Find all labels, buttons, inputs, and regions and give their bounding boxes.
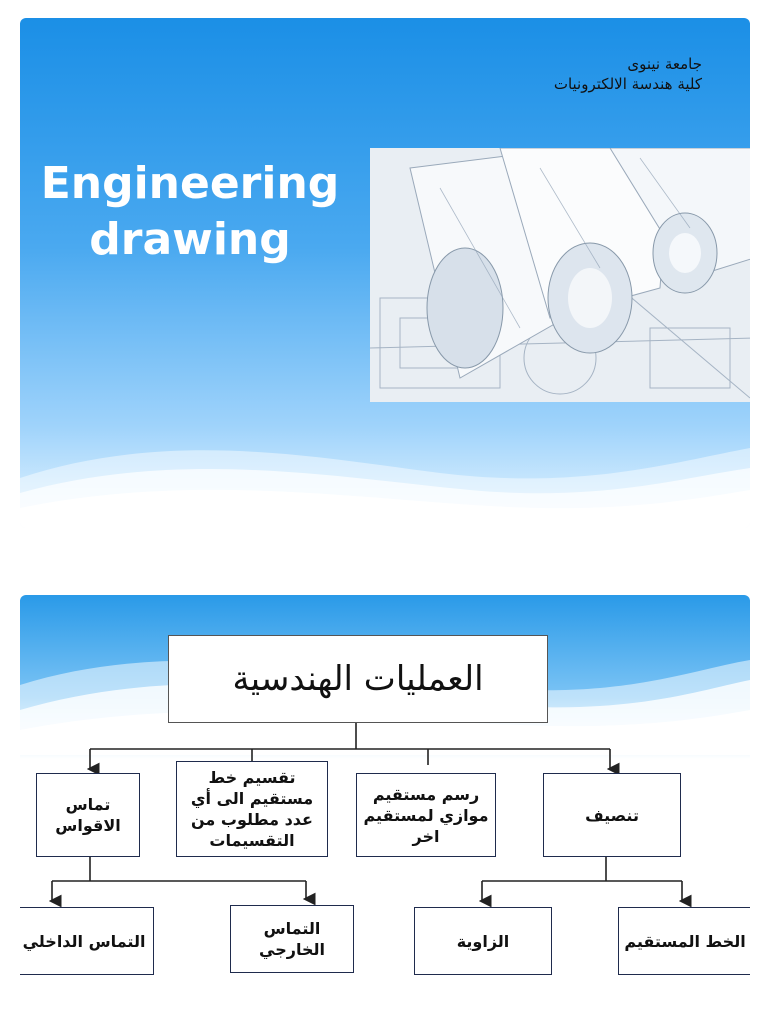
title-line-2: drawing — [89, 214, 291, 265]
node-divide-line: تقسيم خط مستقيم الى أي عدد مطلوب من التقسيمات — [176, 761, 328, 857]
university-name: جامعة نينوى — [627, 55, 702, 73]
node-parallel-line: رسم مستقيم موازي لمستقيم اخر — [356, 773, 496, 857]
blueprint-image — [370, 148, 750, 402]
node-straight-line: الخط المستقيم — [618, 907, 750, 975]
node-angle: الزاوية — [414, 907, 552, 975]
node-arc-tangency: تماس الاقواس — [36, 773, 140, 857]
wave-decoration — [20, 428, 750, 528]
node-external-tangency: التماس الخارجي — [230, 905, 354, 973]
institution-header — [554, 54, 702, 94]
operations-slide — [20, 595, 750, 1005]
college-name: كلية هندسة الالكترونيات — [553, 75, 702, 93]
node-bisection: تنصيف — [543, 773, 681, 857]
title-slide — [20, 18, 750, 528]
title-line-1: Engineering — [40, 158, 340, 209]
root-node: العمليات الهندسية — [168, 635, 548, 723]
node-internal-tangency: التماس الداخلي — [20, 907, 154, 975]
slide-title — [20, 156, 360, 268]
